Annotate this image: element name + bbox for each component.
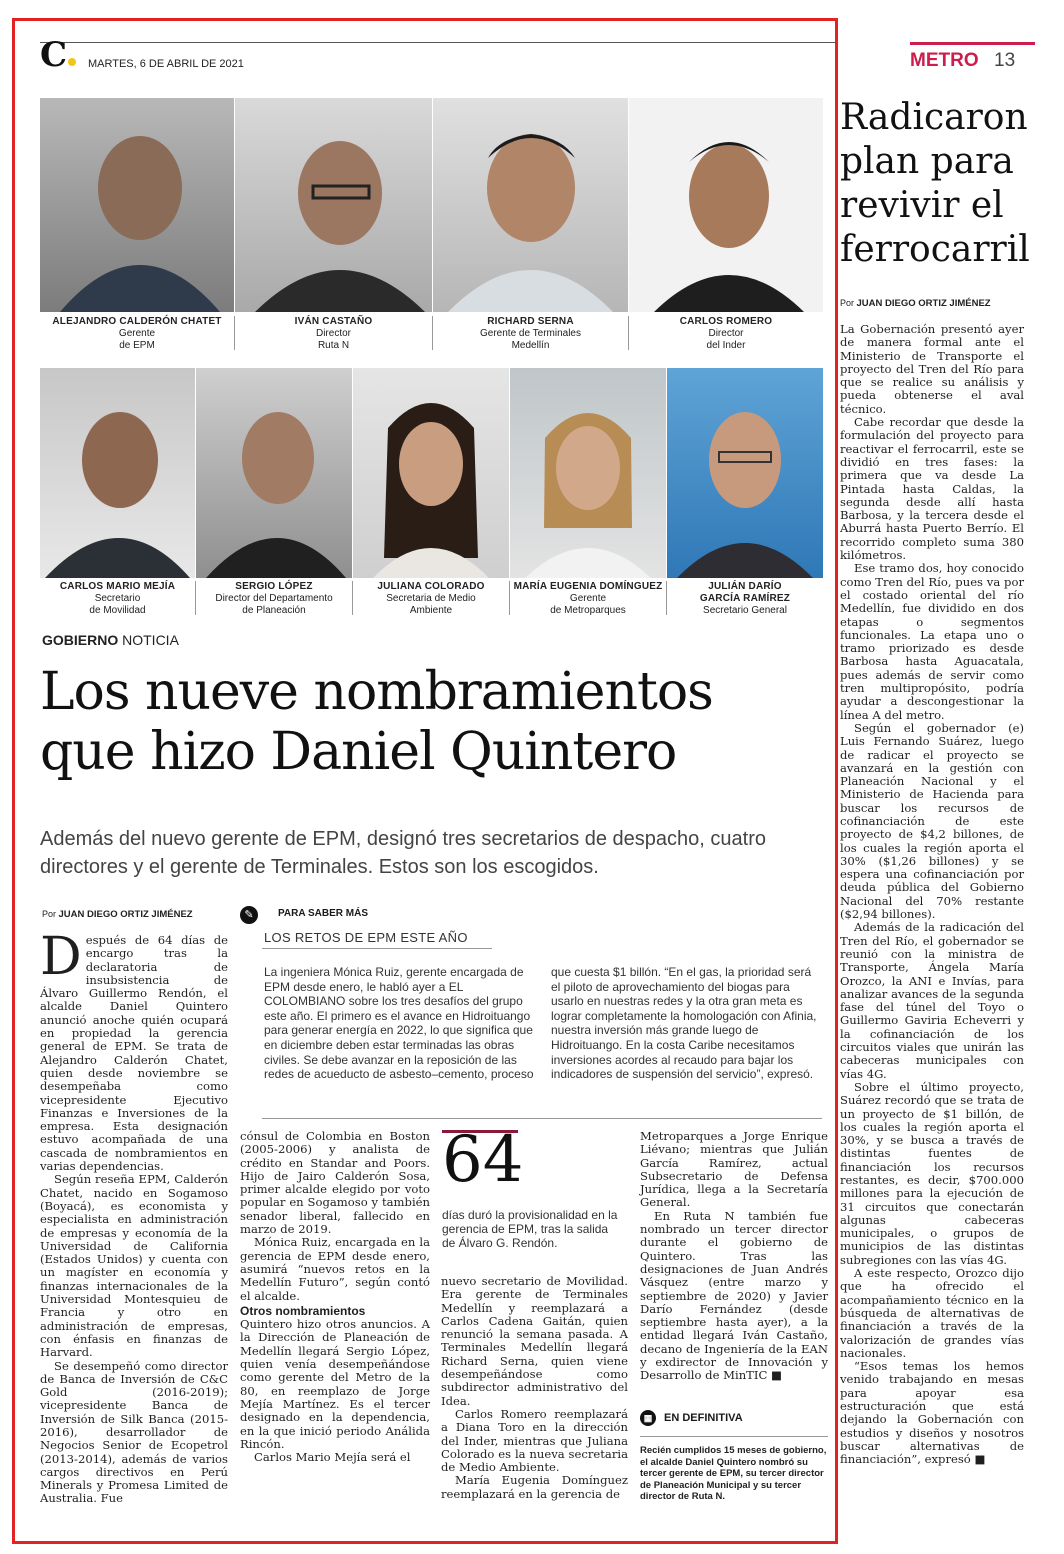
caption-role-2: del Inder: [706, 340, 746, 351]
portrait-silhouette-icon: [667, 368, 823, 578]
caption-mejia: [40, 581, 195, 617]
caption-dominguez: [510, 581, 666, 617]
logo-dot-icon: [68, 58, 76, 66]
caption-divider: [666, 581, 667, 615]
paragraph: Quintero hizo otros anuncios. A la Dirección de Planeación de Medellín llegará Sergio López, quien venía desempeñándose como gerente del Metro de la 80, en reemplazo de Jorge Mejía Martínez. Es el tercer designado en la dependencia, en la que inició periodo Análida Rincón.: [240, 1317, 430, 1451]
caption-role-1: Gerente de Terminales: [480, 328, 581, 339]
portrait-silhouette-icon: [433, 98, 628, 312]
checkered-icon: ▦: [640, 1410, 656, 1426]
byline-prefix: Por: [840, 298, 857, 308]
caption-role-1: Gerente: [569, 593, 607, 604]
summary-text: Recién cumplidos 15 meses de gobierno, el alcalde Daniel Quintero nombró su tercer gerente de EPM, su tercer director de Planeación Municipal y su tercer director de Ruta N.: [640, 1436, 828, 1503]
portrait-silhouette-icon: [510, 368, 666, 578]
issue-date: MARTES, 6 DE ABRIL DE 2021: [88, 58, 244, 70]
caption-lopez: [196, 581, 352, 617]
paragraph: La Gobernación presentó ayer de manera formal ante el Ministerio de Transporte el proyecto del Tren del Río para que se realice su análisis y pueda obtenerse el aval técnico.: [840, 322, 1024, 416]
caption-role-2: Ruta N: [317, 340, 350, 351]
portrait-silhouette-icon: [40, 368, 195, 578]
box-subtitle-rule: [262, 948, 492, 949]
caption-role-2: de EPM: [119, 340, 155, 351]
box-subtitle: LOS RETOS DE EPM ESTE AÑO: [264, 930, 468, 945]
section-label-rest: NOTICIA: [118, 632, 179, 648]
logo-letter: C: [40, 35, 68, 75]
drop-cap: D: [40, 927, 82, 987]
paragraph: Carlos Mario Mejía será el: [254, 1450, 411, 1465]
portrait-silhouette-icon: [235, 98, 432, 312]
box-column-1: La ingeniera Mónica Ruiz, gerente encargada de EPM desde enero, le habló ayer a EL COLOMBIANO sobre los tres desafíos del grupo este año. El primero es el avance en Hidroituango para generar energía en 2022, lo que significa que en diciembre deben estar terminadas las obras civiles. Se debe avanzar en la reposición de las redes de acueducto de asbesto–cemento, proceso: [264, 965, 534, 1082]
paragraph: nuevo secretario de Movilidad. Era gerente de Terminales Medellín y reemplazará a Carlos Cadena Gaitán, quien renunció la semana pasada. A Terminales Medellín llegará Richard Serna, quien viene desempeñándose como subdirector administrativo del Idea.: [441, 1274, 628, 1408]
photo-calderon: [40, 98, 234, 312]
photo-serna: [433, 98, 628, 312]
article-column-1: [40, 927, 228, 1506]
paragraph: Cabe recordar que desde la formulación del proyecto para reactivar el ferrocarril, este se dividió en tres fases: la primera que va desde La Pintada hasta Caldas, la segunda desde allí hasta Barbosa, y la tercera desde el Aburrá hasta Puerto Berrío. El recorrido completo suma 380 kilómetros.: [840, 415, 1024, 563]
article-column-3: [441, 1275, 628, 1501]
paragraph: Según reseña EPM, Calderón Chatet, nacido en Sogamoso (Boyacá), es economista y especialista en administración de empresas y economía de la Universidad de California (Estados Unidos) y cuenta con un magíster en economía y finanzas internacionales de la Universidad Montesquieu de Francia y otro en administración de empresas, con énfasis en finanzas de Harvard.: [40, 1172, 228, 1360]
box-column-2: que cuesta $1 billón. “En el gas, la prioridad será el piloto de aprovechamiento del biogas para usarlo en nuestras redes y la otra gran meta es lograr completamente la homologación con Afinia, nuestra inversión más grande luego de Hidroituango. En la costa Caribe necesitamos inversiones acordes al recaudo para bajar los indicadores de suspensión del servicio”, expresó.: [551, 965, 817, 1082]
caption-role-2: de Planeación: [242, 605, 306, 616]
caption-role-1: Gerente: [118, 328, 156, 339]
caption-romero: [629, 316, 823, 352]
caption-castano: [235, 316, 432, 352]
caption-role-1: Director: [708, 328, 744, 339]
pin-icon: ✎: [240, 904, 266, 924]
byline: [42, 909, 193, 920]
byline-author: JUAN DIEGO ORTIZ JIMÉNEZ: [58, 909, 193, 920]
caption-garcia: [690, 581, 800, 617]
paragraph: A este respecto, Orozco dijo que ha ofrecido el acompañamiento técnico en la búsqueda de alternativas de financiación a través de la valorización de grandes vías nacionales.: [840, 1266, 1024, 1360]
photo-garcia: [667, 368, 823, 578]
portrait-silhouette-icon: [196, 368, 352, 578]
box-bottom-rule: [262, 1118, 822, 1119]
paragraph: En Ruta N también fue nombrado un tercer director durante el gobierno de Quintero. Tras las designaciones de Juan Andrés Vásquez (entre marzo y septiembre de 2020) y Javier Darío Fernández (desde septiembre hasta ayer), a la entidad llegará Iván Castaño, decano de Ingeniería de la EAN y exdirector de Innovación y Desarrollo de MinTIC ■: [640, 1208, 828, 1383]
summary-title-row: [640, 1410, 828, 1426]
caption-name: SERGIO LÓPEZ: [235, 581, 313, 592]
paragraph: “Esos temas los hemos venido trabajando en mesas para apoyar esa estructuración que está dejando la Gobernación con estudios y diseños y nosotros buscar alternativas de financiación”, expresó ■: [840, 1359, 1024, 1467]
portrait-silhouette-icon: [40, 98, 234, 312]
section-name: METRO: [910, 50, 979, 71]
caption-name: CARLOS MARIO MEJÍA: [59, 581, 176, 592]
stat-number: 64: [442, 1123, 524, 1197]
caption-name: RICHARD SERNA: [487, 316, 574, 327]
caption-calderon: [40, 316, 234, 352]
page-number: 13: [994, 50, 1016, 71]
portrait-silhouette-icon: [353, 368, 509, 578]
caption-name: JULIANA COLORADO: [377, 581, 485, 592]
caption-name: ALEJANDRO CALDERÓN CHATET: [52, 316, 222, 327]
caption-name: JULIÁN DARÍO GARCÍA RAMÍREZ: [699, 581, 791, 604]
caption-role-2: de Movilidad: [89, 605, 146, 616]
portrait-silhouette-icon: [629, 98, 823, 312]
stat-text: días duró la provisionalidad en la gerencia de EPM, tras la salida de Álvaro G. Rendón.: [442, 1208, 618, 1250]
section-label-bold: GOBIERNO: [42, 632, 119, 648]
box-title: PARA SABER MÁS: [278, 908, 369, 919]
photo-mejia: [40, 368, 195, 578]
summary-title: EN DEFINITIVA: [664, 1411, 743, 1424]
caption-role-2: Ambiente: [409, 605, 453, 616]
side-byline: [840, 298, 991, 309]
paragraph: Sobre el último proyecto, Suárez recordó que se trata de un proyecto de $1 billón, de los cuales la región aporta el 30%, y se busca a través de distintas fuentes de financiación los recursos restantes, es decir, $700.000 millones para la ejecución de 31 circuitos que conectarán algunas cabeceras municipales, o grupos de municipios de las distintas subregiones con las vías 4G.: [840, 1079, 1024, 1267]
side-headline: Radicaron plan para revivir el ferrocarril: [840, 97, 1030, 270]
byline-prefix: Por: [42, 909, 59, 919]
caption-role-1: Director: [315, 328, 351, 339]
paragraph: Ese tramo dos, hoy conocido como Tren del Río, pues va por el costado oriental del río Medellín, fue dividido en dos etapas o segmentos funcionales. La etapa uno o tramo priorizado es desde Barbosa hasta Aguacatala, pues además de servir como tren multipropósito, podría ayudar a descongestionar la línea A del metro.: [840, 561, 1024, 722]
article-column-4: [640, 1130, 828, 1383]
article-column-2: [240, 1130, 430, 1464]
photo-castano: [235, 98, 432, 312]
paragraph: Mónica Ruiz, encargada en la gerencia de EPM desde enero, asumirá “nuevos retos en la Medellín Futuro”, según contó el alcalde.: [240, 1235, 430, 1303]
caption-role-1: Secretario: [94, 593, 141, 604]
paragraph: cónsul de Colombia en Boston (2005-2006) y analista de crédito en Standar and Poors. Hijo de Jairo Calderón Sosa, primer alcalde elegido por voto popular en Sogamoso y también senador liberal, fallecido en marzo de 2019.: [240, 1129, 430, 1237]
photo-lopez: [196, 368, 352, 578]
section-bar: [910, 42, 1035, 45]
paragraph: Carlos Romero reemplazará a Diana Toro en la dirección del Inder, mientras que Juliana Colorado es la nueva secretaria de Medio Ambiente.: [441, 1406, 628, 1475]
caption-role-1: Director del Departamento: [215, 593, 333, 604]
subheading: Otros nombramientos: [240, 1303, 366, 1318]
section-label: [42, 632, 179, 648]
headline: Los nueve nombramientos que hizo Daniel Quintero: [40, 662, 713, 782]
paragraph: Además de la radicación del Tren del Río, el gobernador se reunió con la ministra de Transporte, Ángela María Orozco, la ANI e Invías, para analizar avances de la segunda fase del túnel del Toyo o Guillermo Gaviria Echeverri y la cofinanciación de los circuitos viales que unirán las cabeceras municipales con vías 4G.: [840, 920, 1024, 1081]
paragraph: María Eugenia Domínguez reemplazará en la gerencia de: [441, 1473, 628, 1501]
photo-dominguez: [510, 368, 666, 578]
paragraph: Después de 64 días de encargo tras la declaratoria de insubsistencia de Álvaro Guillermo Rendón, el alcalde Daniel Quintero anunció anoche quién ocupará en propiedad la gerencia general de EPM. Se trata de Alejandro Calderón Chatet, quien desde noviembre se desempeñaba como vicepresidente Ejecutivo Finanzas e Inversiones de la empresa. Esta designación estuvo acompañada de una cascada de nombramientos en varias dependencias.: [40, 927, 228, 1174]
caption-name: MARÍA EUGENIA DOMÍNGUEZ: [513, 581, 663, 592]
byline-author: JUAN DIEGO ORTIZ JIMÉNEZ: [856, 298, 991, 309]
photo-colorado: [353, 368, 509, 578]
caption-role-2: de Metroparques: [550, 605, 626, 616]
caption-role-1: Secretario General: [703, 605, 787, 616]
summary-box: [640, 1410, 828, 1503]
caption-name: CARLOS ROMERO: [679, 316, 773, 327]
photo-romero: [629, 98, 823, 312]
newspaper-logo: [40, 35, 76, 75]
paragraph: Según el gobernador (e) Luis Fernando Suárez, luego de radicar el proyecto se avanzará en la gestión con Planeación Nacional y el Ministerio de Hacienda para buscar los recursos de cofinanciación de este proyecto de $4,2 billones, de los cuales la región aporta el 30% ($1,26 billones) y se espera una cofinanciación por deuda pública del Gobierno Nacional del 70% restante ($2,94 billones).: [840, 720, 1024, 922]
caption-role-1: Secretaria de Medio: [386, 593, 476, 604]
paragraph: Se desempeñó como director de Banca de Inversión de C&C Gold (2016-2019); vicepresidente Banca de Inversión de Silk Banca (2015-2016), desarrollador de Negocios Senior de Ecopetrol (2013-2014), además de varios cargos directivos en Perú Minerals y Promesa Limited de Australia. Fue: [40, 1358, 228, 1506]
caption-colorado: [353, 581, 509, 617]
caption-name: IVÁN CASTAÑO: [294, 316, 373, 327]
paragraph: Metroparques a Jorge Enrique Liévano; mientras que Julián García Ramírez, actual Subsecretario de Defensa Jurídica, llega a la Secretaría General.: [640, 1129, 828, 1210]
header-rule: [40, 42, 836, 43]
caption-serna: [433, 316, 628, 352]
caption-role-2: Medellín: [511, 340, 550, 351]
side-article-body: [840, 323, 1024, 1467]
subheadline: Además del nuevo gerente de EPM, designó tres secretarios de despacho, cuatro directores y el gerente de Terminales. Estos son los escogidos.: [40, 828, 766, 878]
